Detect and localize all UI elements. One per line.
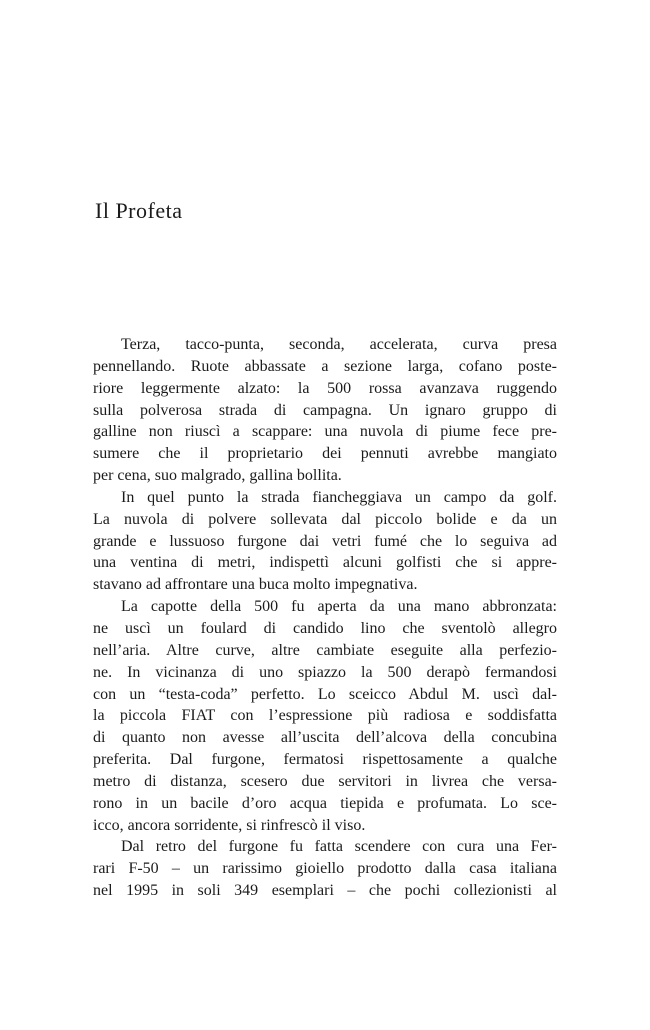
- body-text: [93, 334, 557, 902]
- text-line: stavano ad affrontare una buca molto impegnativa.: [93, 576, 418, 594]
- text-line: con un “testa-coda” perfetto. Lo sceicco Abdul M. uscì dal-: [93, 685, 557, 703]
- text-line: preferita. Dal furgone, fermatosi rispettosamente a qualche: [93, 751, 557, 769]
- text-line: sumere che il proprietario dei pennuti avrebbe mangiato: [93, 445, 557, 463]
- text-line: rari F-50 – un rarissimo gioiello prodotto dalla casa italiana: [93, 860, 557, 878]
- text-line: galline non riuscì a scappare: una nuvola di piume fece pre-: [93, 423, 557, 441]
- text-line: icco, ancora sorridente, si rinfrescò il viso.: [93, 816, 366, 834]
- text-line: ne. In vicinanza di uno spiazzo la 500 derapò fermandosi: [93, 663, 557, 681]
- text-line: grande e lussuoso furgone dai vetri fumé che lo seguiva ad: [93, 532, 557, 550]
- text-line: nell’aria. Altre curve, altre cambiate eseguite alla perfezio-: [93, 641, 557, 659]
- chapter-title: Il Profeta: [95, 198, 183, 223]
- text-line: pennellando. Ruote abbassate a sezione larga, cofano poste-: [93, 357, 557, 375]
- text-line: Dal retro del furgone fu fatta scendere con cura una Fer-: [121, 838, 557, 856]
- text-line: una ventina di metri, indispettì alcuni golfisti che si appre-: [93, 554, 557, 572]
- text-line: sulla polverosa strada di campagna. Un ignaro gruppo di: [93, 401, 557, 419]
- text-line: rono in un bacile d’oro acqua tiepida e profumata. Lo sce-: [93, 794, 557, 812]
- text-line: Terza, tacco-punta, seconda, accelerata, curva presa: [121, 336, 557, 353]
- text-line: di quanto non avesse all’uscita dell’alcova della concubina: [93, 729, 557, 747]
- text-line: La nuvola di polvere sollevata dal piccolo bolide e da un: [93, 510, 557, 528]
- text-line: riore leggermente alzato: la 500 rossa avanzava ruggendo: [93, 379, 557, 397]
- text-line: ne uscì un foulard di candido lino che sventolò allegro: [93, 619, 557, 637]
- text-line: nel 1995 in soli 349 esemplari – che pochi collezionisti al: [93, 882, 557, 900]
- text-line: In quel punto la strada fiancheggiava un campo da golf.: [121, 488, 557, 506]
- text-line: per cena, suo malgrado, gallina bollita.: [93, 467, 342, 485]
- text-line: la piccola FIAT con l’espressione più radiosa e soddisfatta: [93, 707, 557, 725]
- text-line: metro di distanza, scesero due servitori in livrea che versa-: [93, 772, 557, 790]
- text-line: La capotte della 500 fu aperta da una mano abbronzata:: [121, 598, 557, 616]
